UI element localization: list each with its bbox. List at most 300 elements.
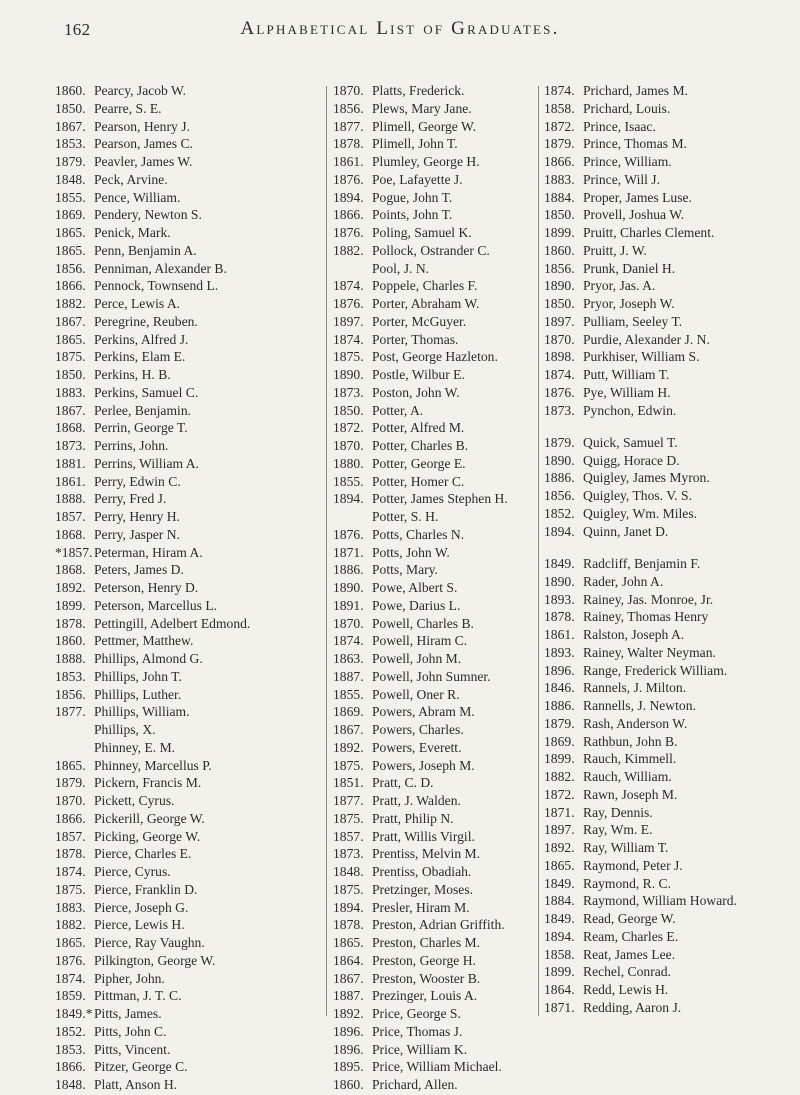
graduate-entry xyxy=(55,687,330,703)
graduate-name: Proper, James Luse. xyxy=(583,189,692,205)
graduation-year: 1883. xyxy=(544,171,575,187)
graduate-name: Perry, Fred J. xyxy=(94,491,167,507)
graduate-name: Peck, Arvine. xyxy=(94,171,168,187)
graduate-name: Pratt, Willis Virgil. xyxy=(372,828,475,844)
graduation-year: 1893. xyxy=(544,644,575,660)
graduate-entry xyxy=(333,704,540,720)
graduation-year: 1882. xyxy=(333,242,364,258)
graduate-entry xyxy=(333,332,540,348)
graduate-entry xyxy=(55,136,330,152)
graduate-entry xyxy=(333,1042,540,1058)
graduate-entry xyxy=(55,349,330,365)
graduate-entry xyxy=(55,562,330,578)
graduation-year: 1868. xyxy=(55,420,86,436)
graduation-year: 1897. xyxy=(544,822,575,838)
graduation-year: 1872. xyxy=(333,420,364,436)
graduation-year: 1874. xyxy=(333,633,364,649)
graduation-year: 1878. xyxy=(55,846,86,862)
graduation-year: 1869. xyxy=(333,704,364,720)
graduate-entry xyxy=(544,822,789,838)
graduation-year: 1878. xyxy=(333,917,364,933)
graduate-entry xyxy=(544,136,789,152)
graduate-name: Post, George Hazleton. xyxy=(372,349,498,365)
graduate-entry xyxy=(544,119,789,135)
graduate-entry xyxy=(333,527,540,543)
graduation-year: 1874. xyxy=(544,367,575,382)
graduate-name: Penn, Benjamin A. xyxy=(94,242,197,258)
graduate-entry xyxy=(544,982,789,998)
graduate-entry xyxy=(55,793,330,809)
graduate-entry xyxy=(333,633,540,649)
graduate-name: Pratt, C. D. xyxy=(372,775,434,791)
graduate-entry xyxy=(55,935,330,951)
graduation-year: 1890. xyxy=(544,452,575,468)
graduation-year: 1887. xyxy=(333,988,364,1004)
graduate-entry xyxy=(333,562,540,578)
graduation-year: 1888. xyxy=(55,651,86,666)
graduate-name: Pool, J. N. xyxy=(372,260,430,276)
graduate-name: Rader, John A. xyxy=(583,573,664,589)
graduate-name: Prichard, Louis. xyxy=(583,100,671,116)
graduate-entry xyxy=(55,225,330,241)
graduate-entry xyxy=(55,207,330,223)
graduation-year: 1895. xyxy=(333,1059,364,1075)
graduate-entry xyxy=(544,609,789,625)
graduation-year: 1848. xyxy=(55,1077,86,1092)
graduation-year: 1897. xyxy=(544,313,575,329)
graduate-name: Pickern, Francis M. xyxy=(94,775,202,791)
graduation-year: 1874. xyxy=(544,83,575,98)
graduation-year: 1892. xyxy=(333,1006,364,1021)
graduate-entry xyxy=(55,917,330,933)
graduate-name: Pearre, S. E. xyxy=(94,100,162,116)
graduation-year: 1865. xyxy=(55,935,86,950)
graduation-year: 1849. xyxy=(544,875,575,891)
graduate-entry xyxy=(55,172,330,188)
graduate-name: Purdie, Alexander J. N. xyxy=(583,331,710,347)
graduate-name: Prunk, Daniel H. xyxy=(583,260,676,276)
graduate-name: Perry, Henry H. xyxy=(94,509,180,524)
graduate-entry xyxy=(544,911,789,927)
graduate-name: Putt, William T. xyxy=(583,367,670,382)
graduate-name: Plews, Mary Jane. xyxy=(372,100,472,116)
graduation-year: 1875. xyxy=(55,349,86,365)
graduate-name: Rathbun, John B. xyxy=(583,733,678,749)
graduation-year: 1846. xyxy=(544,680,575,696)
graduate-entry xyxy=(55,1077,330,1093)
graduate-entry xyxy=(333,580,540,596)
graduate-entry xyxy=(544,101,789,117)
graduate-entry xyxy=(333,988,540,1004)
graduate-entry xyxy=(333,278,540,294)
graduate-entry xyxy=(544,716,789,732)
graduate-name: Prince, Thomas M. xyxy=(583,136,687,152)
graduation-year: 1849. xyxy=(544,911,575,927)
graduate-name: Poling, Samuel K. xyxy=(372,225,472,240)
graduation-year: 1856. xyxy=(55,260,86,276)
graduation-year: 1857. xyxy=(55,828,86,844)
graduate-entry xyxy=(333,900,540,916)
graduate-entry xyxy=(544,488,789,504)
graduation-year: 1866. xyxy=(55,278,86,294)
graduation-year: 1869. xyxy=(544,733,575,749)
graduation-year: 1893. xyxy=(544,591,575,607)
graduation-year: 1873. xyxy=(333,384,364,400)
graduation-year: 1873. xyxy=(333,846,364,862)
graduate-entry xyxy=(333,758,540,774)
page-number: 162 xyxy=(64,20,91,39)
graduation-year: 1876. xyxy=(333,296,364,311)
graduation-year: 1853. xyxy=(55,136,86,152)
graduate-name: Penniman, Alexander B. xyxy=(94,260,227,276)
graduate-entry xyxy=(544,435,789,451)
graduate-entry xyxy=(333,846,540,862)
graduation-year: 1872. xyxy=(544,786,575,802)
graduate-entry xyxy=(544,680,789,696)
graduate-entry xyxy=(333,1077,540,1093)
graduate-entry xyxy=(333,474,540,490)
graduate-entry xyxy=(544,787,789,803)
graduate-name: Price, Thomas J. xyxy=(372,1023,463,1039)
graduation-year: 1890. xyxy=(544,278,575,294)
graduate-name: Price, William K. xyxy=(372,1041,468,1057)
graduation-year: 1871. xyxy=(333,544,364,560)
graduate-entry xyxy=(55,367,330,383)
graduate-entry xyxy=(333,403,540,419)
graduation-year: 1856. xyxy=(544,260,575,276)
graduation-year: 1850. xyxy=(55,100,86,116)
graduation-year: 1873. xyxy=(55,438,86,453)
graduate-entry xyxy=(55,722,330,738)
graduate-name: Postle, Wilbur E. xyxy=(372,367,465,382)
graduation-year: 1867. xyxy=(333,970,364,986)
graduation-year: 1886. xyxy=(544,470,575,486)
graduation-year: 1852. xyxy=(55,1023,86,1039)
graduation-year: 1863. xyxy=(333,651,364,666)
graduate-name: Powers, Abram M. xyxy=(372,704,475,720)
graduate-name: Ray, Wm. E. xyxy=(583,822,653,838)
graduate-entry xyxy=(55,332,330,348)
graduate-name: Quigley, James Myron. xyxy=(583,470,710,486)
graduate-entry xyxy=(333,456,540,472)
graduate-entry xyxy=(55,1059,330,1075)
graduation-year: 1894. xyxy=(333,189,364,205)
graduate-name: Perkins, Elam E. xyxy=(94,349,186,365)
graduation-year: 1865. xyxy=(55,331,86,347)
graduate-name: Ralston, Joseph A. xyxy=(583,627,685,643)
graduation-year: 1894. xyxy=(544,523,575,539)
graduate-entry xyxy=(333,864,540,880)
graduate-entry xyxy=(333,225,540,241)
graduate-entry xyxy=(333,1059,540,1075)
graduate-name: Provell, Joshua W. xyxy=(583,207,685,223)
graduation-year: 1867. xyxy=(55,313,86,329)
graduation-year: 1867. xyxy=(55,402,86,418)
graduate-entry xyxy=(544,190,789,206)
graduate-entry xyxy=(55,545,330,561)
graduate-name: Price, George S. xyxy=(372,1006,461,1021)
graduate-entry xyxy=(55,491,330,507)
graduate-column-2 xyxy=(333,83,540,1095)
graduate-entry xyxy=(333,598,540,614)
graduate-name: Ray, William T. xyxy=(583,840,669,856)
graduation-year: 1850. xyxy=(333,402,364,418)
graduation-year: 1890. xyxy=(544,573,575,589)
graduate-name: Pearson, James C. xyxy=(94,136,193,152)
graduate-entry xyxy=(333,509,540,525)
graduate-name: Pitzer, George C. xyxy=(94,1059,188,1075)
graduate-entry xyxy=(333,882,540,898)
graduate-name: Pipher, John. xyxy=(94,970,165,986)
graduate-name: Potter, Alfred M. xyxy=(372,420,465,436)
graduation-year: 1899. xyxy=(544,225,575,240)
graduate-entry xyxy=(55,83,330,99)
graduate-entry xyxy=(544,858,789,874)
graduation-year: 1886. xyxy=(333,562,364,578)
graduation-year: 1876. xyxy=(333,526,364,542)
graduate-name: Porter, Thomas. xyxy=(372,331,459,347)
graduate-entry xyxy=(333,349,540,365)
graduation-year: 1860. xyxy=(55,633,86,649)
graduate-name: Pogue, John T. xyxy=(372,189,453,205)
graduate-entry xyxy=(333,811,540,827)
graduation-year: 1871. xyxy=(544,999,575,1015)
graduate-entry xyxy=(55,580,330,596)
graduation-year: 1866. xyxy=(55,810,86,826)
graduate-entry xyxy=(544,243,789,259)
graduate-name: Plimell, George W. xyxy=(372,118,476,134)
graduate-name: Powers, Charles. xyxy=(372,722,464,737)
graduate-entry xyxy=(55,829,330,845)
graduation-year: 1870. xyxy=(333,615,364,631)
graduate-name: Perrin, George T. xyxy=(94,420,188,436)
graduation-year: 1882. xyxy=(55,296,86,311)
graduate-name: Points, John T. xyxy=(372,207,453,223)
graduate-name: Poe, Lafayette J. xyxy=(372,171,463,187)
graduation-year: 1855. xyxy=(55,189,86,205)
graduate-entry xyxy=(544,574,789,590)
graduate-name: Pickerill, George W. xyxy=(94,810,205,826)
graduate-entry xyxy=(55,704,330,720)
graduate-entry xyxy=(333,385,540,401)
graduate-name: Quick, Samuel T. xyxy=(583,434,678,450)
graduate-name: Plimell, John T. xyxy=(372,136,458,152)
graduate-name: Pettmer, Matthew. xyxy=(94,633,194,649)
graduate-entry xyxy=(544,698,789,714)
graduate-entry xyxy=(544,592,789,608)
graduate-name: Potts, Mary. xyxy=(372,562,438,578)
graduate-name: Prince, William. xyxy=(583,154,672,169)
graduate-name: Purkhiser, William S. xyxy=(583,349,700,365)
graduate-entry xyxy=(55,385,330,401)
graduate-name: Pynchon, Edwin. xyxy=(583,402,677,418)
graduate-entry xyxy=(544,470,789,486)
graduation-year: 1879. xyxy=(55,154,86,169)
graduate-entry xyxy=(544,929,789,945)
graduate-name: Prentiss, Melvin M. xyxy=(372,846,480,862)
graduate-name: Rauch, William. xyxy=(583,769,672,785)
graduation-year: 1861. xyxy=(55,473,86,489)
graduate-entry xyxy=(333,136,540,152)
graduate-name: Pierce, Cyrus. xyxy=(94,864,171,879)
graduation-year: 1890. xyxy=(333,367,364,382)
graduate-entry xyxy=(55,846,330,862)
graduate-name: Peterson, Henry D. xyxy=(94,580,199,595)
graduate-name: Pence, William. xyxy=(94,189,181,205)
graduation-year: 1892. xyxy=(55,580,86,595)
graduate-name: Pollock, Ostrander C. xyxy=(372,242,490,258)
graduation-year: 1849. xyxy=(544,556,575,572)
graduation-year: 1871. xyxy=(544,804,575,820)
graduation-year: 1883. xyxy=(55,899,86,915)
graduate-name: Phillips, X. xyxy=(94,722,156,737)
graduate-name: Powell, Oner R. xyxy=(372,686,460,702)
graduate-entry xyxy=(333,722,540,738)
graduation-year: 1886. xyxy=(544,698,575,714)
graduation-year: 1855. xyxy=(333,686,364,702)
graduation-year: 1877. xyxy=(333,118,364,134)
graduate-name: Pickett, Cyrus. xyxy=(94,793,175,808)
graduation-year: 1867. xyxy=(55,118,86,134)
page-title: Alphabetical List of Graduates. xyxy=(240,18,560,39)
graduation-year: 1899. xyxy=(55,597,86,613)
graduate-entry xyxy=(55,651,330,667)
graduate-name: Preston, Adrian Griffith. xyxy=(372,917,505,933)
graduate-entry xyxy=(55,988,330,1004)
graduate-entry xyxy=(333,971,540,987)
graduation-year: 1881. xyxy=(55,455,86,471)
graduation-year: 1850. xyxy=(544,207,575,223)
graduate-name: Powell, Charles B. xyxy=(372,615,474,631)
graduate-entry xyxy=(333,491,540,507)
graduate-entry xyxy=(55,669,330,685)
graduation-year: 1850. xyxy=(544,296,575,311)
graduate-entry xyxy=(544,172,789,188)
graduate-name: Perrins, John. xyxy=(94,438,169,453)
graduate-entry xyxy=(544,83,789,99)
graduate-name: Poston, John W. xyxy=(372,384,460,400)
graduate-entry xyxy=(55,1006,330,1022)
graduate-entry xyxy=(55,190,330,206)
graduate-name: Phinney, Marcellus P. xyxy=(94,757,212,773)
graduate-entry xyxy=(55,527,330,543)
graduate-name: Rainey, Thomas Henry xyxy=(583,609,709,625)
graduation-year: 1849.* xyxy=(55,1006,93,1021)
graduate-entry xyxy=(55,101,330,117)
graduate-name: Perry, Edwin C. xyxy=(94,473,181,489)
graduate-name: Pearson, Henry J. xyxy=(94,118,190,134)
graduate-name: Peterson, Marcellus L. xyxy=(94,597,218,613)
graduate-entry xyxy=(333,687,540,703)
graduate-name: Ray, Dennis. xyxy=(583,804,653,820)
graduate-entry xyxy=(544,1000,789,1016)
graduate-entry xyxy=(544,524,789,540)
graduate-name: Pruitt, J. W. xyxy=(583,242,647,258)
graduate-entry xyxy=(544,506,789,522)
graduation-year: 1851. xyxy=(333,775,364,791)
graduate-name: Peters, James D. xyxy=(94,562,184,578)
graduate-entry xyxy=(55,1042,330,1058)
graduation-year: 1856. xyxy=(544,488,575,504)
graduate-name: Pierce, Franklin D. xyxy=(94,881,198,897)
graduation-year: 1894. xyxy=(333,491,364,507)
graduate-name: Reat, James Lee. xyxy=(583,946,676,962)
graduate-name: Price, William Michael. xyxy=(372,1059,502,1075)
graduation-year: 1878. xyxy=(333,136,364,152)
graduate-entry xyxy=(333,172,540,188)
graduation-year: 1865. xyxy=(55,757,86,773)
graduate-entry xyxy=(333,616,540,632)
graduate-name: Phillips, John T. xyxy=(94,668,182,684)
graduate-entry xyxy=(55,474,330,490)
graduation-year: 1879. xyxy=(544,715,575,731)
graduate-entry xyxy=(544,225,789,241)
graduate-entry xyxy=(55,119,330,135)
graduation-year: 1858. xyxy=(544,100,575,116)
graduate-name: Presler, Hiram M. xyxy=(372,899,470,915)
graduate-name: Pennock, Townsend L. xyxy=(94,278,219,294)
graduate-name: Potter, A. xyxy=(372,402,424,418)
graduation-year: 1874. xyxy=(333,278,364,294)
graduate-name: Phillips, Almond G. xyxy=(94,651,203,666)
graduate-entry xyxy=(544,349,789,365)
graduation-year: 1892. xyxy=(333,739,364,755)
graduation-year: 1864. xyxy=(544,982,575,998)
graduate-name: Potter, George E. xyxy=(372,455,466,471)
graduate-name: Pierce, Charles E. xyxy=(94,846,192,862)
graduate-name: Pilkington, George W. xyxy=(94,952,216,968)
graduation-year: 1868. xyxy=(55,526,86,542)
graduation-year: 1870. xyxy=(544,331,575,347)
graduate-name: Range, Frederick William. xyxy=(583,662,728,678)
graduate-name: Powers, Everett. xyxy=(372,739,462,755)
graduate-entry xyxy=(55,900,330,916)
graduate-entry xyxy=(544,751,789,767)
graduate-entry xyxy=(544,403,789,419)
graduate-name: Preston, Wooster B. xyxy=(372,970,481,986)
graduate-name: Powe, Darius L. xyxy=(372,597,461,613)
graduate-name: Perkins, Samuel C. xyxy=(94,384,199,400)
graduate-name: Perry, Jasper N. xyxy=(94,526,180,542)
graduate-name: Pratt, Philip N. xyxy=(372,810,454,826)
graduate-name: Perkins, H. B. xyxy=(94,367,171,382)
graduate-entry xyxy=(55,403,330,419)
graduate-name: Pierce, Ray Vaughn. xyxy=(94,935,205,950)
graduate-entry xyxy=(55,314,330,330)
graduate-entry xyxy=(333,420,540,436)
graduate-name: Pruitt, Charles Clement. xyxy=(583,225,715,240)
graduate-name: Pendery, Newton S. xyxy=(94,207,202,223)
graduation-year: 1884. xyxy=(544,189,575,205)
graduate-name: Pettingill, Adelbert Edmond. xyxy=(94,615,251,631)
graduate-entry xyxy=(544,964,789,980)
graduation-year: 1880. xyxy=(333,455,364,471)
graduation-year: 1899. xyxy=(544,751,575,767)
graduate-entry xyxy=(333,119,540,135)
graduation-year: 1858. xyxy=(544,946,575,962)
graduation-year: 1894. xyxy=(333,899,364,915)
graduation-year: 1876. xyxy=(333,171,364,187)
graduation-year: 1875. xyxy=(55,881,86,897)
graduate-name: Prentiss, Obadiah. xyxy=(372,864,472,879)
graduate-name: Perrins, William A. xyxy=(94,455,199,471)
graduate-entry xyxy=(333,651,540,667)
graduate-entry xyxy=(544,893,789,909)
graduate-entry xyxy=(544,154,789,170)
graduate-entry xyxy=(333,101,540,117)
graduate-name: Redd, Lewis H. xyxy=(583,982,669,998)
graduate-entry xyxy=(544,840,789,856)
